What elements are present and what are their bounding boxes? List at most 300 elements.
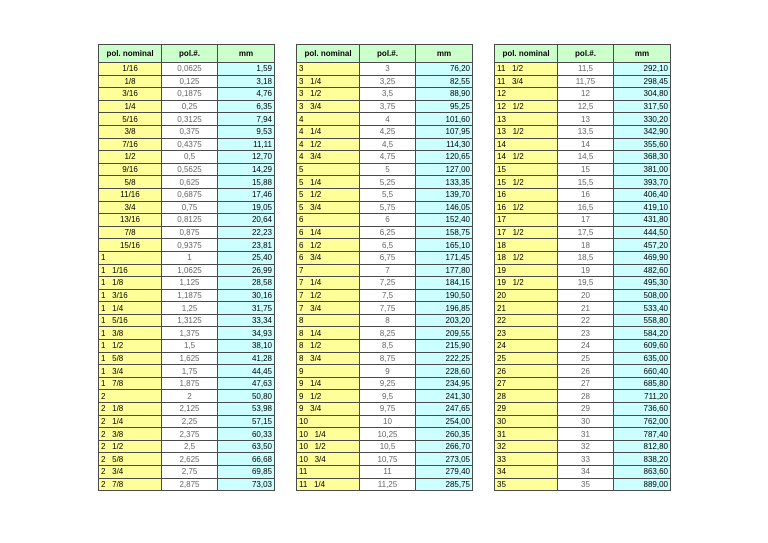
nominal-cell: 6 1/2: [297, 239, 360, 252]
nominal-cell: 34: [495, 466, 558, 479]
table-row: [99, 176, 275, 189]
table-row: [99, 415, 275, 428]
mm-cell: 22,23: [218, 226, 275, 239]
nominal-cell: 3 1/2: [297, 88, 360, 101]
mm-cell: 139,70: [416, 188, 473, 201]
mm-cell: 69,85: [218, 466, 275, 479]
nominal-cell: 7: [297, 264, 360, 277]
mm-cell: 25,40: [218, 251, 275, 264]
decimal-cell: 0,75: [162, 201, 218, 214]
table-row: [99, 88, 275, 101]
decimal-cell: 7,25: [360, 277, 416, 290]
decimal-cell: 10,75: [360, 453, 416, 466]
mm-cell: 482,60: [614, 264, 671, 277]
mm-cell: 53,98: [218, 403, 275, 416]
decimal-cell: 0,625: [162, 176, 218, 189]
mm-cell: 23,81: [218, 239, 275, 252]
decimal-cell: 33: [558, 453, 614, 466]
decimal-cell: 24: [558, 340, 614, 353]
table-row: [99, 264, 275, 277]
nominal-cell: 10: [297, 415, 360, 428]
table-row: [297, 163, 473, 176]
mm-cell: 60,33: [218, 428, 275, 441]
mm-cell: 33,34: [218, 314, 275, 327]
mm-cell: 196,85: [416, 302, 473, 315]
nominal-cell: 11 3/4: [495, 75, 558, 88]
table-row: [297, 214, 473, 227]
nominal-cell: 17 1/2: [495, 226, 558, 239]
nominal-cell: 19 1/2: [495, 277, 558, 290]
nominal-cell: 12 1/2: [495, 100, 558, 113]
decimal-cell: 35: [558, 478, 614, 491]
decimal-cell: 1,5: [162, 340, 218, 353]
mm-cell: 260,35: [416, 428, 473, 441]
table-body-2: [297, 63, 473, 491]
nominal-cell: 29: [495, 403, 558, 416]
mm-cell: 63,50: [218, 440, 275, 453]
table-row: [99, 478, 275, 491]
decimal-cell: 1: [162, 251, 218, 264]
nominal-cell: 8 1/4: [297, 327, 360, 340]
table-row: [99, 453, 275, 466]
decimal-cell: 5: [360, 163, 416, 176]
table-row: [297, 453, 473, 466]
table-row: [99, 289, 275, 302]
header-mm: mm: [218, 45, 275, 63]
nominal-cell: 16: [495, 188, 558, 201]
table-row: [297, 151, 473, 164]
header-decimal: pol.#.: [162, 45, 218, 63]
nominal-cell: 2 1/8: [99, 403, 162, 416]
table-row: [297, 63, 473, 76]
nominal-cell: 6 3/4: [297, 251, 360, 264]
table-row: [297, 403, 473, 416]
nominal-cell: 13 1/2: [495, 125, 558, 138]
table-row: [297, 125, 473, 138]
mm-cell: 787,40: [614, 428, 671, 441]
header-mm: mm: [614, 45, 671, 63]
table-row: [495, 75, 671, 88]
decimal-cell: 13,5: [558, 125, 614, 138]
table-row: [495, 289, 671, 302]
nominal-cell: 7 1/2: [297, 289, 360, 302]
mm-cell: 44,45: [218, 365, 275, 378]
decimal-cell: 31: [558, 428, 614, 441]
table-row: [495, 163, 671, 176]
mm-cell: 14,29: [218, 163, 275, 176]
nominal-cell: 2 7/8: [99, 478, 162, 491]
mm-cell: 584,20: [614, 327, 671, 340]
mm-cell: 254,00: [416, 415, 473, 428]
nominal-cell: 15 1/2: [495, 176, 558, 189]
decimal-cell: 28: [558, 390, 614, 403]
decimal-cell: 34: [558, 466, 614, 479]
mm-cell: 222,25: [416, 352, 473, 365]
mm-cell: 444,50: [614, 226, 671, 239]
decimal-cell: 22: [558, 314, 614, 327]
mm-cell: 101,60: [416, 113, 473, 126]
mm-cell: 285,75: [416, 478, 473, 491]
nominal-cell: 13/16: [99, 214, 162, 227]
decimal-cell: 19: [558, 264, 614, 277]
decimal-cell: 3,5: [360, 88, 416, 101]
nominal-cell: 31: [495, 428, 558, 441]
decimal-cell: 30: [558, 415, 614, 428]
conversion-table-3: [494, 44, 671, 491]
nominal-cell: 8 1/2: [297, 340, 360, 353]
table-row: [297, 88, 473, 101]
decimal-cell: 17,5: [558, 226, 614, 239]
decimal-cell: 4: [360, 113, 416, 126]
table-row: [297, 365, 473, 378]
decimal-cell: 1,0625: [162, 264, 218, 277]
decimal-cell: 8,5: [360, 340, 416, 353]
mm-cell: 241,30: [416, 390, 473, 403]
decimal-cell: 26: [558, 365, 614, 378]
nominal-cell: 11: [297, 466, 360, 479]
header-nominal: pol. nominal: [495, 45, 558, 63]
mm-cell: 3,18: [218, 75, 275, 88]
table-row: [495, 415, 671, 428]
mm-cell: 7,94: [218, 113, 275, 126]
nominal-cell: 1 3/8: [99, 327, 162, 340]
decimal-cell: 10: [360, 415, 416, 428]
decimal-cell: 18: [558, 239, 614, 252]
mm-cell: 457,20: [614, 239, 671, 252]
mm-cell: 342,90: [614, 125, 671, 138]
decimal-cell: 3,75: [360, 100, 416, 113]
nominal-cell: 18 1/2: [495, 251, 558, 264]
nominal-cell: 9 1/2: [297, 390, 360, 403]
conversion-table-1: [98, 44, 275, 491]
table-row: [99, 75, 275, 88]
decimal-cell: 14: [558, 138, 614, 151]
decimal-cell: 9,5: [360, 390, 416, 403]
nominal-cell: 9 3/4: [297, 403, 360, 416]
nominal-cell: 4 1/2: [297, 138, 360, 151]
table-row: [495, 100, 671, 113]
decimal-cell: 5,5: [360, 188, 416, 201]
table-row: [99, 365, 275, 378]
table-row: [297, 478, 473, 491]
mm-cell: 279,40: [416, 466, 473, 479]
nominal-cell: 2 5/8: [99, 453, 162, 466]
decimal-cell: 6,25: [360, 226, 416, 239]
decimal-cell: 21: [558, 302, 614, 315]
table-row: [297, 352, 473, 365]
mm-cell: 28,58: [218, 277, 275, 290]
nominal-cell: 16 1/2: [495, 201, 558, 214]
header-decimal: pol.#.: [360, 45, 416, 63]
nominal-cell: 9 1/4: [297, 377, 360, 390]
table-row: [297, 327, 473, 340]
mm-cell: 133,35: [416, 176, 473, 189]
table-row: [495, 365, 671, 378]
mm-cell: 146,05: [416, 201, 473, 214]
nominal-cell: 19: [495, 264, 558, 277]
table-row: [99, 100, 275, 113]
header-nominal: pol. nominal: [297, 45, 360, 63]
decimal-cell: 9,75: [360, 403, 416, 416]
decimal-cell: 0,125: [162, 75, 218, 88]
decimal-cell: 0,6875: [162, 188, 218, 201]
table-row: [297, 226, 473, 239]
table-row: [99, 163, 275, 176]
table-row: [495, 63, 671, 76]
mm-cell: 19,05: [218, 201, 275, 214]
decimal-cell: 6,75: [360, 251, 416, 264]
nominal-cell: 28: [495, 390, 558, 403]
table-row: [99, 302, 275, 315]
table-body-1: [99, 63, 275, 491]
mm-cell: 9,53: [218, 125, 275, 138]
nominal-cell: 35: [495, 478, 558, 491]
nominal-cell: 3 1/4: [297, 75, 360, 88]
mm-cell: 11,11: [218, 138, 275, 151]
nominal-cell: 4 1/4: [297, 125, 360, 138]
table-row: [495, 176, 671, 189]
nominal-cell: 5: [297, 163, 360, 176]
nominal-cell: 15: [495, 163, 558, 176]
table-row: [495, 138, 671, 151]
decimal-cell: 18,5: [558, 251, 614, 264]
nominal-cell: 4: [297, 113, 360, 126]
mm-cell: 495,30: [614, 277, 671, 290]
table-row: [297, 314, 473, 327]
decimal-cell: 2,25: [162, 415, 218, 428]
mm-cell: 273,05: [416, 453, 473, 466]
decimal-cell: 15,5: [558, 176, 614, 189]
table-row: [495, 88, 671, 101]
mm-cell: 685,80: [614, 377, 671, 390]
table-row: [297, 239, 473, 252]
nominal-cell: 1 7/8: [99, 377, 162, 390]
table-row: [297, 428, 473, 441]
mm-cell: 292,10: [614, 63, 671, 76]
decimal-cell: 1,125: [162, 277, 218, 290]
nominal-cell: 6 1/4: [297, 226, 360, 239]
decimal-cell: 3: [360, 63, 416, 76]
nominal-cell: 1/2: [99, 151, 162, 164]
mm-cell: 838,20: [614, 453, 671, 466]
decimal-cell: 19,5: [558, 277, 614, 290]
mm-cell: 508,00: [614, 289, 671, 302]
table-row: [495, 214, 671, 227]
table-row: [297, 264, 473, 277]
nominal-cell: 9: [297, 365, 360, 378]
nominal-cell: 2 1/4: [99, 415, 162, 428]
table-row: [99, 113, 275, 126]
mm-cell: 203,20: [416, 314, 473, 327]
decimal-cell: 0,9375: [162, 239, 218, 252]
mm-cell: 76,20: [416, 63, 473, 76]
nominal-cell: 3/8: [99, 125, 162, 138]
decimal-cell: 32: [558, 440, 614, 453]
header-row: [495, 45, 671, 63]
nominal-cell: 1/4: [99, 100, 162, 113]
mm-cell: 234,95: [416, 377, 473, 390]
nominal-cell: 22: [495, 314, 558, 327]
mm-cell: 812,80: [614, 440, 671, 453]
decimal-cell: 13: [558, 113, 614, 126]
table-row: [495, 264, 671, 277]
decimal-cell: 9: [360, 365, 416, 378]
mm-cell: 120,65: [416, 151, 473, 164]
mm-cell: 152,40: [416, 214, 473, 227]
table-row: [495, 340, 671, 353]
nominal-cell: 11/16: [99, 188, 162, 201]
table-row: [99, 201, 275, 214]
nominal-cell: 14: [495, 138, 558, 151]
nominal-cell: 1/16: [99, 63, 162, 76]
mm-cell: 863,60: [614, 466, 671, 479]
table-row: [297, 176, 473, 189]
table-row: [297, 289, 473, 302]
decimal-cell: 7,5: [360, 289, 416, 302]
mm-cell: 393,70: [614, 176, 671, 189]
mm-cell: 15,88: [218, 176, 275, 189]
decimal-cell: 14,5: [558, 151, 614, 164]
decimal-cell: 4,25: [360, 125, 416, 138]
nominal-cell: 2 1/2: [99, 440, 162, 453]
table-row: [297, 277, 473, 290]
mm-cell: 304,80: [614, 88, 671, 101]
nominal-cell: 3/16: [99, 88, 162, 101]
table-row: [495, 113, 671, 126]
table-row: [495, 440, 671, 453]
table-row: [99, 138, 275, 151]
decimal-cell: 7: [360, 264, 416, 277]
nominal-cell: 1: [99, 251, 162, 264]
table-row: [99, 251, 275, 264]
nominal-cell: 33: [495, 453, 558, 466]
nominal-cell: 24: [495, 340, 558, 353]
table-row: [99, 327, 275, 340]
table-row: [99, 440, 275, 453]
nominal-cell: 5 1/4: [297, 176, 360, 189]
nominal-cell: 26: [495, 365, 558, 378]
mm-cell: 431,80: [614, 214, 671, 227]
table-row: [297, 138, 473, 151]
nominal-cell: 5 1/2: [297, 188, 360, 201]
decimal-cell: 0,8125: [162, 214, 218, 227]
nominal-cell: 7 1/4: [297, 277, 360, 290]
decimal-cell: 8: [360, 314, 416, 327]
mm-cell: 533,40: [614, 302, 671, 315]
nominal-cell: 9/16: [99, 163, 162, 176]
mm-cell: 381,00: [614, 163, 671, 176]
decimal-cell: 0,5625: [162, 163, 218, 176]
mm-cell: 209,55: [416, 327, 473, 340]
mm-cell: 889,00: [614, 478, 671, 491]
mm-cell: 50,80: [218, 390, 275, 403]
mm-cell: 12,70: [218, 151, 275, 164]
table-row: [99, 239, 275, 252]
mm-cell: 88,90: [416, 88, 473, 101]
nominal-cell: 27: [495, 377, 558, 390]
table-row: [495, 125, 671, 138]
decimal-cell: 0,4375: [162, 138, 218, 151]
decimal-cell: 8,25: [360, 327, 416, 340]
mm-cell: 4,76: [218, 88, 275, 101]
table-row: [99, 403, 275, 416]
table-row: [297, 100, 473, 113]
decimal-cell: 2,125: [162, 403, 218, 416]
nominal-cell: 4 3/4: [297, 151, 360, 164]
mm-cell: 30,16: [218, 289, 275, 302]
table-row: [495, 478, 671, 491]
decimal-cell: 1,625: [162, 352, 218, 365]
nominal-cell: 8: [297, 314, 360, 327]
mm-cell: 419,10: [614, 201, 671, 214]
nominal-cell: 30: [495, 415, 558, 428]
decimal-cell: 27: [558, 377, 614, 390]
decimal-cell: 16,5: [558, 201, 614, 214]
table-row: [495, 251, 671, 264]
table-row: [495, 277, 671, 290]
mm-cell: 609,60: [614, 340, 671, 353]
header-row: [297, 45, 473, 63]
table-row: [297, 251, 473, 264]
table-row: [99, 352, 275, 365]
decimal-cell: 16: [558, 188, 614, 201]
decimal-cell: 1,1875: [162, 289, 218, 302]
decimal-cell: 11,75: [558, 75, 614, 88]
mm-cell: 6,35: [218, 100, 275, 113]
table-row: [297, 440, 473, 453]
table-body-3: [495, 63, 671, 491]
header-mm: mm: [416, 45, 473, 63]
table-row: [297, 390, 473, 403]
mm-cell: 558,80: [614, 314, 671, 327]
nominal-cell: 1 1/16: [99, 264, 162, 277]
decimal-cell: 11: [360, 466, 416, 479]
table-row: [495, 390, 671, 403]
mm-cell: 20,64: [218, 214, 275, 227]
header-decimal: pol.#.: [558, 45, 614, 63]
mm-cell: 317,50: [614, 100, 671, 113]
mm-cell: 184,15: [416, 277, 473, 290]
mm-cell: 41,28: [218, 352, 275, 365]
decimal-cell: 2,375: [162, 428, 218, 441]
mm-cell: 114,30: [416, 138, 473, 151]
table-row: [495, 226, 671, 239]
decimal-cell: 8,75: [360, 352, 416, 365]
nominal-cell: 5 3/4: [297, 201, 360, 214]
nominal-cell: 1 3/4: [99, 365, 162, 378]
table-row: [99, 214, 275, 227]
mm-cell: 57,15: [218, 415, 275, 428]
decimal-cell: 12,5: [558, 100, 614, 113]
mm-cell: 266,70: [416, 440, 473, 453]
nominal-cell: 15/16: [99, 239, 162, 252]
decimal-cell: 11,25: [360, 478, 416, 491]
mm-cell: 330,20: [614, 113, 671, 126]
decimal-cell: 5,25: [360, 176, 416, 189]
table-row: [495, 403, 671, 416]
table-row: [297, 340, 473, 353]
nominal-cell: 32: [495, 440, 558, 453]
table-row: [495, 428, 671, 441]
table-row: [297, 201, 473, 214]
decimal-cell: 4,5: [360, 138, 416, 151]
decimal-cell: 23: [558, 327, 614, 340]
table-row: [495, 188, 671, 201]
mm-cell: 38,10: [218, 340, 275, 353]
nominal-cell: 3/4: [99, 201, 162, 214]
table-row: [99, 188, 275, 201]
nominal-cell: 11 1/4: [297, 478, 360, 491]
